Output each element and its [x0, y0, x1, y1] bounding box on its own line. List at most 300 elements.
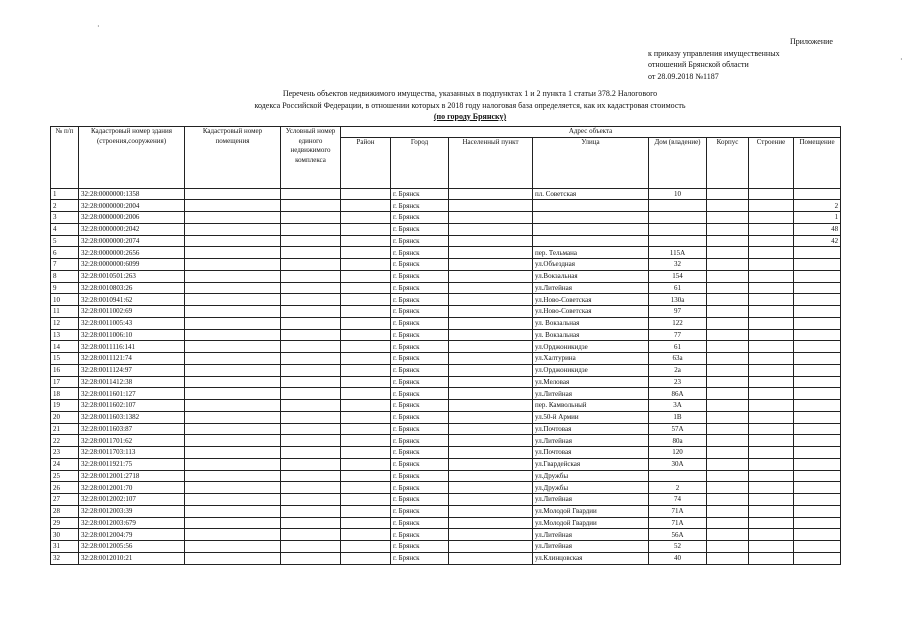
cell-korpus: [707, 247, 749, 259]
cell-settlement: [449, 423, 533, 435]
table-row: [51, 270, 841, 282]
cell-street: ул.Молодой Гвардии: [533, 517, 649, 529]
appendix-date-line: от 28.09.2018 №1187: [648, 71, 719, 81]
cell-settlement: [449, 505, 533, 517]
table-row: [51, 341, 841, 353]
cell-street: ул.Ново-Советская: [533, 306, 649, 318]
cell-cad-building: 32:28:0000000:2042: [79, 223, 185, 235]
cell-complex: [281, 259, 341, 271]
cell-district: [341, 482, 391, 494]
cell-settlement: [449, 482, 533, 494]
cell-house: 61: [649, 282, 707, 294]
cell-building: [749, 223, 794, 235]
cell-street: пер. Камвольный: [533, 400, 649, 412]
cell-district: [341, 435, 391, 447]
cell-num: 15: [51, 353, 79, 365]
cell-settlement: [449, 494, 533, 506]
table-row: [51, 470, 841, 482]
cell-city: г. Брянск: [391, 541, 449, 553]
cell-complex: [281, 376, 341, 388]
cell-house: 71А: [649, 517, 707, 529]
header-district: Район: [341, 137, 391, 188]
cell-num: 27: [51, 494, 79, 506]
cell-district: [341, 458, 391, 470]
cell-korpus: [707, 270, 749, 282]
cell-korpus: [707, 400, 749, 412]
cell-district: [341, 306, 391, 318]
cell-house: 120: [649, 447, 707, 459]
cell-cad-building: 32:28:0011124:97: [79, 364, 185, 376]
cell-room: 48: [794, 223, 841, 235]
cell-num: 26: [51, 482, 79, 494]
cell-cad-building: 32:28:0000000:2006: [79, 212, 185, 224]
cell-city: г. Брянск: [391, 411, 449, 423]
cell-room: [794, 411, 841, 423]
cell-cad-room: [185, 235, 281, 247]
cell-street: ул.Литейная: [533, 541, 649, 553]
cell-city: г. Брянск: [391, 505, 449, 517]
cell-complex: [281, 329, 341, 341]
cell-num: 16: [51, 364, 79, 376]
cell-korpus: [707, 517, 749, 529]
cell-district: [341, 541, 391, 553]
cell-house: 57А: [649, 423, 707, 435]
cell-house: 52: [649, 541, 707, 553]
scan-mark-dot: ·: [97, 22, 100, 31]
cell-settlement: [449, 270, 533, 282]
cell-building: [749, 212, 794, 224]
cell-cad-building: 32:28:0012003:39: [79, 505, 185, 517]
cell-korpus: [707, 188, 749, 200]
cell-settlement: [449, 458, 533, 470]
cell-complex: [281, 447, 341, 459]
cell-num: 8: [51, 270, 79, 282]
cell-settlement: [449, 517, 533, 529]
table-row: [51, 364, 841, 376]
cell-building: [749, 306, 794, 318]
cell-cad-building: 32:28:0000000:2656: [79, 247, 185, 259]
cell-num: 22: [51, 435, 79, 447]
cell-cad-room: [185, 364, 281, 376]
cell-street: пл. Советская: [533, 188, 649, 200]
cell-korpus: [707, 529, 749, 541]
cell-settlement: [449, 200, 533, 212]
title-subtitle: (по городу Брянску): [433, 112, 507, 121]
cell-house: 30А: [649, 458, 707, 470]
cell-room: [794, 470, 841, 482]
cell-house: 56А: [649, 529, 707, 541]
cell-house: [649, 200, 707, 212]
cell-street: ул.Почтовая: [533, 423, 649, 435]
cell-building: [749, 435, 794, 447]
cell-district: [341, 423, 391, 435]
cell-korpus: [707, 235, 749, 247]
cell-num: 28: [51, 505, 79, 517]
cell-street: ул.Молодой Гвардии: [533, 505, 649, 517]
cell-house: 40: [649, 552, 707, 564]
cell-num: 21: [51, 423, 79, 435]
cell-cad-building: 32:28:0011002:69: [79, 306, 185, 318]
property-table: [50, 126, 841, 565]
cell-settlement: [449, 435, 533, 447]
cell-city: г. Брянск: [391, 458, 449, 470]
cell-house: 10: [649, 188, 707, 200]
cell-complex: [281, 529, 341, 541]
cell-room: [794, 400, 841, 412]
header-settlement: Населенный пункт: [449, 137, 533, 188]
cell-city: г. Брянск: [391, 306, 449, 318]
cell-cad-room: [185, 329, 281, 341]
cell-street: ул.Дружбы: [533, 470, 649, 482]
cell-room: 1: [794, 212, 841, 224]
table-row: [51, 541, 841, 553]
cell-cad-room: [185, 376, 281, 388]
cell-building: [749, 270, 794, 282]
cell-cad-building: 32:28:0011703:113: [79, 447, 185, 459]
table-row: [51, 411, 841, 423]
appendix-heading: Приложение: [790, 37, 833, 46]
cell-house: [649, 212, 707, 224]
cell-house: 2а: [649, 364, 707, 376]
cell-building: [749, 529, 794, 541]
cell-korpus: [707, 364, 749, 376]
cell-street: [533, 212, 649, 224]
cell-street: ул.Литейная: [533, 282, 649, 294]
cell-street: [533, 235, 649, 247]
cell-korpus: [707, 435, 749, 447]
cell-room: [794, 188, 841, 200]
cell-room: [794, 341, 841, 353]
table-row: [51, 517, 841, 529]
cell-house: 61: [649, 341, 707, 353]
cell-korpus: [707, 552, 749, 564]
cell-cad-building: 32:28:0011603:1382: [79, 411, 185, 423]
cell-building: [749, 470, 794, 482]
header-room: Помещение: [794, 137, 841, 188]
cell-house: 122: [649, 317, 707, 329]
cell-complex: [281, 388, 341, 400]
cell-cad-room: [185, 247, 281, 259]
header-num: № п/п: [51, 127, 79, 189]
cell-complex: [281, 494, 341, 506]
cell-building: [749, 423, 794, 435]
cell-district: [341, 188, 391, 200]
title-line-1: Перечень объектов недвижимого имущества, указанных в подпунктах 1 и 2 пункта 1 статьи 378.2 Налогового: [282, 89, 658, 98]
cell-district: [341, 400, 391, 412]
cell-cad-room: [185, 200, 281, 212]
cell-city: г. Брянск: [391, 341, 449, 353]
table-row: [51, 423, 841, 435]
cell-settlement: [449, 282, 533, 294]
cell-cad-room: [185, 282, 281, 294]
title-line-2: кодекса Российской Федерации, в отношении которых в 2018 году налоговая база определяется, как их кадастровая стоимость: [254, 100, 686, 110]
cell-street: ул.Литейная: [533, 529, 649, 541]
cell-building: [749, 188, 794, 200]
cell-settlement: [449, 353, 533, 365]
cell-district: [341, 470, 391, 482]
cell-complex: [281, 458, 341, 470]
cell-settlement: [449, 447, 533, 459]
cell-cad-building: 32:28:0010501:263: [79, 270, 185, 282]
cell-cad-room: [185, 306, 281, 318]
cell-complex: [281, 223, 341, 235]
cell-street: [533, 200, 649, 212]
cell-district: [341, 388, 391, 400]
cell-settlement: [449, 364, 533, 376]
cell-district: [341, 353, 391, 365]
cell-room: [794, 447, 841, 459]
table-row: [51, 353, 841, 365]
cell-settlement: [449, 376, 533, 388]
cell-city: г. Брянск: [391, 259, 449, 271]
cell-complex: [281, 470, 341, 482]
cell-cad-building: 32:28:0000000:1358: [79, 188, 185, 200]
cell-num: 12: [51, 317, 79, 329]
header-cad-room: Кадастровый номер помещения: [185, 127, 281, 189]
cell-street: ул. Вокзальная: [533, 329, 649, 341]
cell-num: 1: [51, 188, 79, 200]
cell-street: ул.Орджоникидзе: [533, 364, 649, 376]
cell-complex: [281, 306, 341, 318]
cell-building: [749, 259, 794, 271]
cell-cad-building: 32:28:0011601:127: [79, 388, 185, 400]
cell-cad-room: [185, 294, 281, 306]
cell-building: [749, 400, 794, 412]
cell-district: [341, 259, 391, 271]
cell-room: [794, 329, 841, 341]
table-row: [51, 400, 841, 412]
cell-num: 4: [51, 223, 79, 235]
cell-korpus: [707, 470, 749, 482]
cell-cad-room: [185, 223, 281, 235]
cell-house: 115А: [649, 247, 707, 259]
cell-num: 31: [51, 541, 79, 553]
cell-street: ул.Литейная: [533, 494, 649, 506]
cell-building: [749, 282, 794, 294]
cell-city: г. Брянск: [391, 247, 449, 259]
cell-cad-room: [185, 447, 281, 459]
header-row-1: [51, 127, 841, 138]
cell-district: [341, 317, 391, 329]
cell-street: ул.Объездная: [533, 259, 649, 271]
cell-complex: [281, 235, 341, 247]
cell-building: [749, 517, 794, 529]
cell-room: [794, 494, 841, 506]
cell-city: г. Брянск: [391, 494, 449, 506]
cell-korpus: [707, 423, 749, 435]
cell-house: 74: [649, 494, 707, 506]
cell-city: г. Брянск: [391, 482, 449, 494]
cell-room: [794, 541, 841, 553]
cell-room: [794, 306, 841, 318]
cell-korpus: [707, 341, 749, 353]
cell-building: [749, 388, 794, 400]
cell-building: [749, 447, 794, 459]
table-row: [51, 505, 841, 517]
cell-cad-room: [185, 529, 281, 541]
cell-room: [794, 482, 841, 494]
cell-settlement: [449, 294, 533, 306]
cell-cad-room: [185, 411, 281, 423]
cell-cad-building: 32:28:0012005:56: [79, 541, 185, 553]
cell-cad-building: 32:28:0011602:107: [79, 400, 185, 412]
cell-num: 29: [51, 517, 79, 529]
cell-building: [749, 235, 794, 247]
cell-complex: [281, 270, 341, 282]
cell-city: г. Брянск: [391, 376, 449, 388]
cell-complex: [281, 517, 341, 529]
cell-street: ул.Гвардейская: [533, 458, 649, 470]
cell-building: [749, 411, 794, 423]
cell-num: 10: [51, 294, 79, 306]
cell-city: г. Брянск: [391, 529, 449, 541]
cell-street: ул.Ново-Советская: [533, 294, 649, 306]
cell-building: [749, 341, 794, 353]
cell-building: [749, 364, 794, 376]
cell-complex: [281, 282, 341, 294]
cell-district: [341, 223, 391, 235]
cell-city: г. Брянск: [391, 423, 449, 435]
table-row: [51, 435, 841, 447]
table-row: [51, 447, 841, 459]
cell-korpus: [707, 541, 749, 553]
cell-district: [341, 505, 391, 517]
cell-district: [341, 270, 391, 282]
cell-street: ул.Дружбы: [533, 482, 649, 494]
cell-complex: [281, 411, 341, 423]
cell-room: [794, 388, 841, 400]
cell-cad-building: 32:28:0011921:75: [79, 458, 185, 470]
header-address: Адрес объекта: [341, 127, 841, 138]
cell-cad-room: [185, 552, 281, 564]
cell-cad-building: 32:28:0011701:62: [79, 435, 185, 447]
cell-cad-room: [185, 517, 281, 529]
cell-city: г. Брянск: [391, 317, 449, 329]
cell-complex: [281, 364, 341, 376]
cell-house: [649, 235, 707, 247]
cell-room: [794, 517, 841, 529]
cell-complex: [281, 435, 341, 447]
cell-cad-building: 32:28:0000000:6099: [79, 259, 185, 271]
cell-city: г. Брянск: [391, 282, 449, 294]
cell-house: 130а: [649, 294, 707, 306]
cell-settlement: [449, 470, 533, 482]
cell-building: [749, 376, 794, 388]
cell-house: [649, 223, 707, 235]
cell-complex: [281, 212, 341, 224]
cell-korpus: [707, 306, 749, 318]
cell-street: [533, 223, 649, 235]
cell-korpus: [707, 411, 749, 423]
cell-num: 2: [51, 200, 79, 212]
cell-korpus: [707, 282, 749, 294]
cell-cad-building: 32:28:0012004:79: [79, 529, 185, 541]
cell-korpus: [707, 223, 749, 235]
cell-cad-building: 32:28:0000000:2074: [79, 235, 185, 247]
cell-num: 19: [51, 400, 79, 412]
header-building: Строение: [749, 137, 794, 188]
cell-cad-room: [185, 259, 281, 271]
cell-cad-building: 32:28:0012002:107: [79, 494, 185, 506]
cell-city: г. Брянск: [391, 200, 449, 212]
cell-settlement: [449, 188, 533, 200]
cell-building: [749, 552, 794, 564]
cell-cad-room: [185, 482, 281, 494]
cell-district: [341, 294, 391, 306]
cell-settlement: [449, 317, 533, 329]
cell-num: 23: [51, 447, 79, 459]
cell-num: 17: [51, 376, 79, 388]
cell-complex: [281, 423, 341, 435]
cell-city: г. Брянск: [391, 353, 449, 365]
cell-cad-building: 32:28:0000000:2004: [79, 200, 185, 212]
table-row: [51, 294, 841, 306]
cell-num: 30: [51, 529, 79, 541]
cell-city: г. Брянск: [391, 517, 449, 529]
cell-room: [794, 435, 841, 447]
cell-korpus: [707, 212, 749, 224]
table-row: [51, 235, 841, 247]
cell-house: 2: [649, 482, 707, 494]
cell-settlement: [449, 223, 533, 235]
cell-room: [794, 529, 841, 541]
header-street: Улица: [533, 137, 649, 188]
header-complex: Условный номер единого недвижимого комплекса: [281, 127, 341, 189]
cell-city: г. Брянск: [391, 329, 449, 341]
cell-complex: [281, 541, 341, 553]
cell-district: [341, 494, 391, 506]
cell-city: г. Брянск: [391, 388, 449, 400]
cell-complex: [281, 482, 341, 494]
cell-korpus: [707, 494, 749, 506]
cell-building: [749, 494, 794, 506]
cell-num: 18: [51, 388, 79, 400]
cell-building: [749, 541, 794, 553]
cell-settlement: [449, 341, 533, 353]
table-row: [51, 200, 841, 212]
cell-cad-room: [185, 505, 281, 517]
cell-building: [749, 329, 794, 341]
cell-house: 154: [649, 270, 707, 282]
cell-num: 13: [51, 329, 79, 341]
cell-num: 3: [51, 212, 79, 224]
cell-cad-room: [185, 423, 281, 435]
table-row: [51, 388, 841, 400]
cell-complex: [281, 353, 341, 365]
cell-num: 9: [51, 282, 79, 294]
cell-city: г. Брянск: [391, 223, 449, 235]
cell-city: г. Брянск: [391, 188, 449, 200]
table-row: [51, 306, 841, 318]
cell-street: ул.50-й Армии: [533, 411, 649, 423]
cell-room: 2: [794, 200, 841, 212]
cell-city: г. Брянск: [391, 212, 449, 224]
cell-settlement: [449, 235, 533, 247]
cell-room: [794, 458, 841, 470]
cell-cad-room: [185, 212, 281, 224]
cell-settlement: [449, 247, 533, 259]
cell-cad-building: 32:28:0012003:679: [79, 517, 185, 529]
table-row: [51, 212, 841, 224]
table-row: [51, 482, 841, 494]
cell-building: [749, 353, 794, 365]
cell-korpus: [707, 259, 749, 271]
cell-num: 20: [51, 411, 79, 423]
table-row: [51, 223, 841, 235]
table-row: [51, 317, 841, 329]
appendix-order-line: к приказу управления имущественных: [648, 48, 780, 58]
cell-korpus: [707, 329, 749, 341]
